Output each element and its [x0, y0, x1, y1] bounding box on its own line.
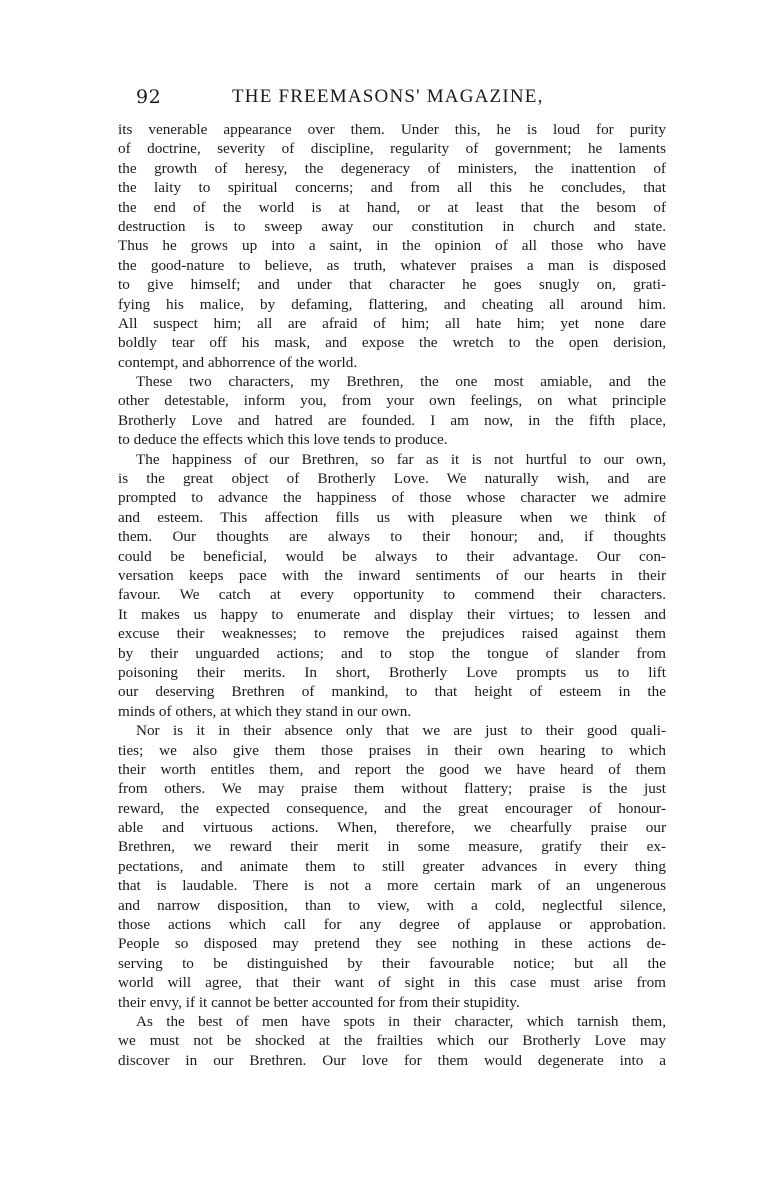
text-line: from others. We may praise them without flattery; praise is the just — [118, 780, 666, 798]
page-number: 92 — [136, 86, 162, 108]
text-line: and narrow disposition, than to view, with a cold, neglectful silence, — [118, 896, 666, 914]
text-line: other detestable, inform you, from your own feelings, on what principle — [118, 392, 666, 410]
text-line: the laity to spiritual concerns; and from all this he concludes, that — [118, 179, 666, 197]
text-line: of doctrine, severity of discipline, regularity of government; he laments — [118, 140, 666, 158]
text-line: fying his malice, by defaming, flattering, and cheating all around him. — [118, 295, 666, 313]
text-line: that is laudable. There is not a more certain mark of an ungenerous — [118, 877, 666, 895]
text-line: excuse their weaknesses; to remove the prejudices raised against them — [118, 625, 666, 643]
text-line: destruction is to sweep away our constitution in church and state. — [118, 217, 666, 235]
body-text — [118, 120, 666, 1070]
text-line: Thus he grows up into a saint, in the opinion of all those who have — [118, 237, 666, 255]
text-line: our deserving Brethren of mankind, to that height of esteem in the — [118, 683, 666, 701]
text-line: by their unguarded actions; and to stop the tongue of slander from — [118, 644, 666, 662]
text-line: reward, the expected consequence, and the great encourager of honour- — [118, 799, 666, 817]
text-line: we must not be shocked at the frailties which our Brotherly Love may — [118, 1032, 666, 1050]
text-line: contempt, and abhorrence of the world. — [118, 353, 358, 371]
text-line: boldly tear off his mask, and expose the wretch to the open derision, — [118, 334, 666, 352]
text-line: People so disposed may pretend they see nothing in these actions de- — [118, 935, 666, 953]
text-line: serving to be distinguished by their favourable notice; but all the — [118, 954, 666, 972]
text-line: These two characters, my Brethren, the one most amiable, and the — [136, 373, 666, 391]
running-head: THE FREEMASONS' MAGAZINE, — [232, 86, 544, 107]
text-line: could be beneficial, would be always to their advantage. Our con- — [118, 547, 666, 565]
text-line: discover in our Brethren. Our love for them would degenerate into a — [118, 1051, 666, 1069]
text-line: Nor is it in their absence only that we are just to their good quali- — [136, 722, 666, 740]
text-line: All suspect him; all are afraid of him; all hate him; yet none dare — [118, 314, 666, 332]
text-line: its venerable appearance over them. Under this, he is loud for purity — [118, 121, 666, 138]
text-line: versation keeps pace with the inward sentiments of our hearts in their — [118, 566, 666, 584]
text-line: is the great object of Brotherly Love. We naturally wish, and are — [118, 470, 666, 488]
text-line: to give himself; and under that character he goes snugly on, grati- — [118, 276, 666, 294]
text-line: able and virtuous actions. When, therefore, we chearfully praise our — [118, 819, 666, 837]
text-line: world will agree, that their want of sight in this case must arise from — [118, 974, 666, 992]
text-line: their worth entitles them, and report the good we have heard of them — [118, 760, 666, 778]
text-line: them. Our thoughts are always to their honour; and, if thoughts — [118, 528, 666, 546]
text-line: the growth of heresy, the degeneracy of ministers, the inattention of — [118, 159, 666, 177]
text-line: favour. We catch at every opportunity to commend their characters. — [118, 586, 666, 604]
text-line: pectations, and animate them to still greater advances in every thing — [118, 857, 666, 875]
text-line: poisoning their merits. In short, Brotherly Love prompts us to lift — [118, 663, 666, 681]
text-line: Brethren, we reward their merit in some measure, gratify their ex- — [118, 838, 666, 856]
text-line: As the best of men have spots in their character, which tarnish them, — [136, 1012, 666, 1030]
text-line: minds of others, at which they stand in our own. — [118, 702, 412, 720]
text-line: the good-nature to believe, as truth, whatever praises a man is disposed — [118, 256, 666, 274]
page-header — [136, 86, 696, 114]
text-line: and esteem. This affection fills us with pleasure when we think of — [118, 508, 666, 526]
text-line: The happiness of our Brethren, so far as it is not hurtful to our own, — [136, 450, 666, 468]
text-line: those actions which call for any degree of applause or approbation. — [118, 916, 666, 934]
text-line: their envy, if it cannot be better accounted for from their stupidity. — [118, 993, 520, 1011]
text-line: to deduce the effects which this love tends to produce. — [118, 431, 448, 449]
text-line: Brotherly Love and hatred are founded. I am now, in the fifth place, — [118, 411, 666, 429]
text-line: It makes us happy to enumerate and display their virtues; to lessen and — [118, 605, 666, 623]
text-line: ties; we also give them those praises in their own hearing to which — [118, 741, 666, 759]
text-line: prompted to advance the happiness of those whose character we admire — [118, 489, 666, 507]
text-line: the end of the world is at hand, or at least that the besom of — [118, 198, 666, 216]
